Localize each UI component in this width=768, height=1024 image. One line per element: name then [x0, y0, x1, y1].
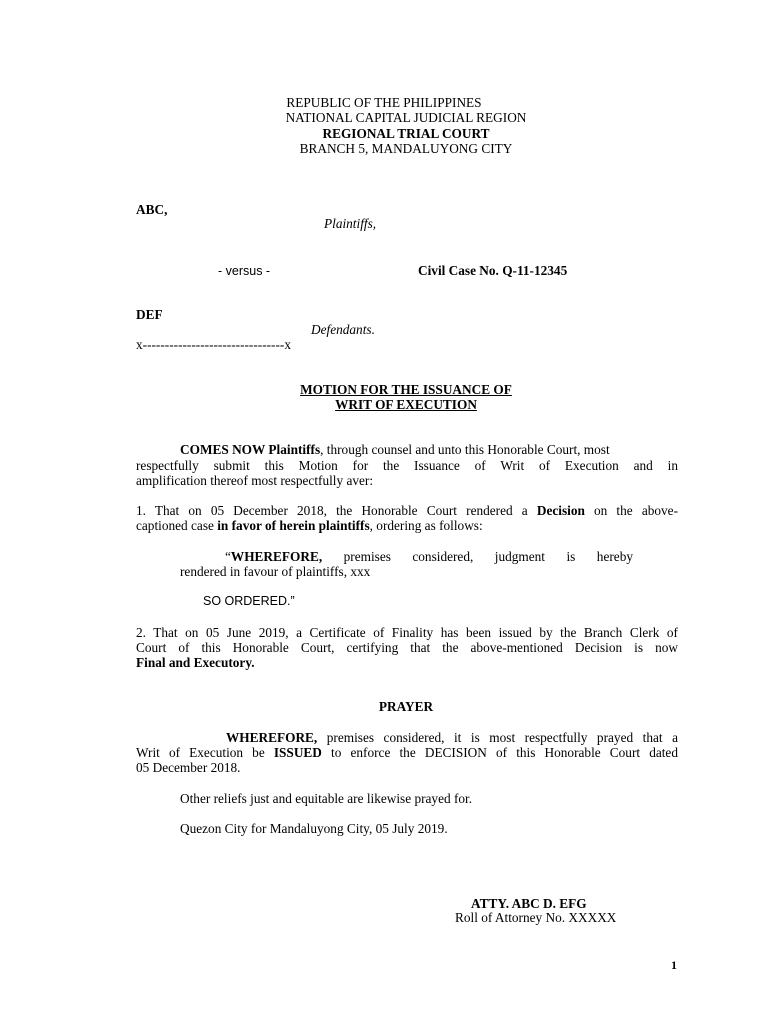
intro-line1 — [180, 441, 610, 458]
header-branch: BRANCH 5, MANDALUYONG CITY — [299, 141, 513, 156]
motion-title-line2: WRIT OF EXECUTION — [335, 397, 477, 412]
p1-text-d: , ordering as follows: — [369, 518, 483, 533]
p1-text-a: 1. That on 05 December 2018, the Honorable Court rendered a — [136, 503, 537, 518]
quote-open: “ — [225, 549, 231, 564]
prayer-line3: 05 December 2018. — [136, 760, 241, 775]
prayer-text1: premises considered, it is most respectfully prayed that a — [317, 730, 678, 745]
prayer-line2-a: Writ of Execution be — [136, 745, 274, 760]
intro-line2: respectfully submit this Motion for the Issuance of Writ of Execution and in — [136, 458, 678, 473]
case-number: Civil Case No. Q-11-12345 — [418, 263, 568, 278]
versus-text: - versus - — [218, 264, 271, 278]
p1-decision: Decision — [536, 503, 585, 518]
p2-line1: 2. That on 05 June 2019, a Certificate of Finality has been issued by the Branch Clerk of — [136, 625, 678, 640]
other-reliefs: Other reliefs just and equitable are likewise prayed for. — [180, 791, 473, 806]
intro-bold: COMES NOW Plaintiffs — [180, 442, 321, 457]
defendant-name: DEF — [136, 307, 163, 322]
prayer-line2-b: to enforce the DECISION of this Honorable Court dated — [321, 745, 678, 760]
page-number: 1 — [671, 958, 677, 972]
quote-rest: premises considered, judgment is hereby — [322, 549, 633, 564]
caption-separator: x--------------------------------x — [136, 337, 291, 352]
so-ordered: SO ORDERED.” — [203, 594, 295, 608]
intro-rest: , through counsel and unto this Honorable Court, most — [320, 442, 610, 457]
header-region: NATIONAL CAPITAL JUDICIAL REGION — [285, 110, 527, 125]
defendant-role: Defendants. — [311, 322, 375, 337]
p1-line2 — [136, 517, 483, 534]
attorney-name: ATTY. ABC D. EFG — [471, 896, 587, 911]
attorney-roll: Roll of Attorney No. XXXXX — [455, 910, 617, 925]
prayer-wherefore: WHEREFORE, — [226, 730, 318, 745]
p1-text-b: on the above- — [584, 503, 678, 518]
plaintiff-name: ABC, — [136, 202, 168, 217]
prayer-heading: PRAYER — [378, 699, 434, 714]
motion-title-line1: MOTION FOR THE ISSUANCE OF — [300, 382, 512, 397]
header-republic: REPUBLIC OF THE PHILIPPINES — [286, 95, 482, 110]
p1-text-c: captioned case — [136, 518, 218, 533]
p2-final-executory: Final and Executory. — [136, 655, 255, 670]
quote-line2: rendered in favour of plaintiffs, xxx — [180, 564, 371, 579]
header-court: REGIONAL TRIAL COURT — [322, 126, 490, 141]
quote-wherefore: WHEREFORE, — [230, 549, 323, 564]
p1-favor: in favor of herein plaintiffs — [217, 518, 370, 533]
prayer-issued: ISSUED — [273, 745, 322, 760]
plaintiff-role: Plaintiffs, — [324, 216, 377, 231]
intro-line3: amplification thereof most respectfully aver: — [136, 473, 374, 488]
place-date: Quezon City for Mandaluyong City, 05 July 2019. — [180, 821, 448, 836]
p2-line2: Court of this Honorable Court, certifying that the above-mentioned Decision is now — [136, 640, 678, 655]
